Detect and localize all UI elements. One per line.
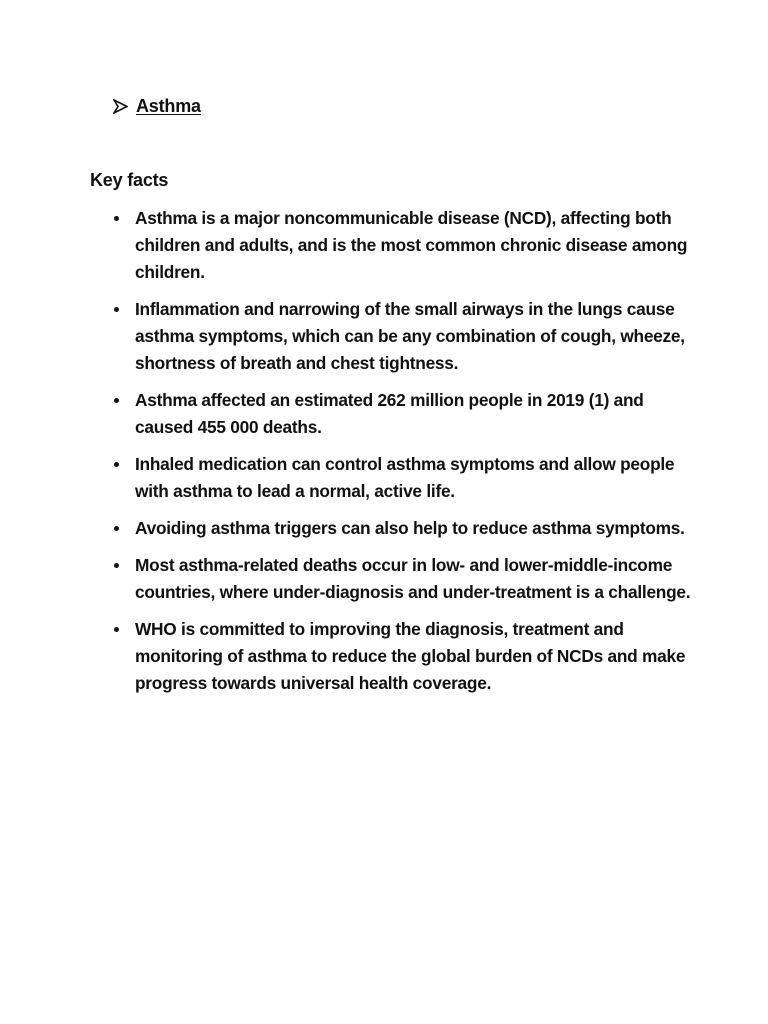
list-item-text: Inhaled medication can control asthma symptoms and allow people with asthma to lead a normal, active life. — [135, 454, 675, 501]
list-item — [113, 387, 693, 441]
round-bullet-icon — [114, 462, 119, 467]
list-item — [113, 205, 693, 286]
key-facts-list — [113, 205, 693, 707]
list-item-text: WHO is committed to improving the diagnosis, treatment and monitoring of asthma to reduce the global burden of NCDs and make progress towards universal health coverage. — [135, 619, 686, 693]
round-bullet-icon — [114, 526, 119, 531]
list-item-text: Most asthma-related deaths occur in low- and lower-middle-income countries, where under-diagnosis and under-treatment is a challenge. — [135, 555, 691, 602]
heading-row — [113, 94, 201, 118]
list-item — [113, 515, 693, 542]
round-bullet-icon — [114, 398, 119, 403]
list-item — [113, 451, 693, 505]
arrowhead-bullet-icon — [113, 99, 128, 114]
document-heading: Asthma — [136, 95, 201, 116]
list-item — [113, 552, 693, 606]
list-item-text: Asthma is a major noncommunicable disease (NCD), affecting both children and adults, and is the most common chronic disease among children. — [135, 208, 688, 282]
list-item-text: Asthma affected an estimated 262 million people in 2019 (1) and caused 455 000 deaths. — [135, 390, 644, 437]
round-bullet-icon — [114, 563, 119, 568]
list-item — [113, 296, 693, 377]
list-item — [113, 616, 693, 697]
round-bullet-icon — [114, 216, 119, 221]
key-facts-subheading: Key facts — [90, 170, 169, 190]
round-bullet-icon — [114, 627, 119, 632]
round-bullet-icon — [114, 307, 119, 312]
list-item-text: Avoiding asthma triggers can also help to reduce asthma symptoms. — [135, 518, 685, 538]
list-item-text: Inflammation and narrowing of the small airways in the lungs cause asthma symptoms, which can be any combination of cough, wheeze, shortness of breath and chest tightness. — [135, 299, 685, 373]
